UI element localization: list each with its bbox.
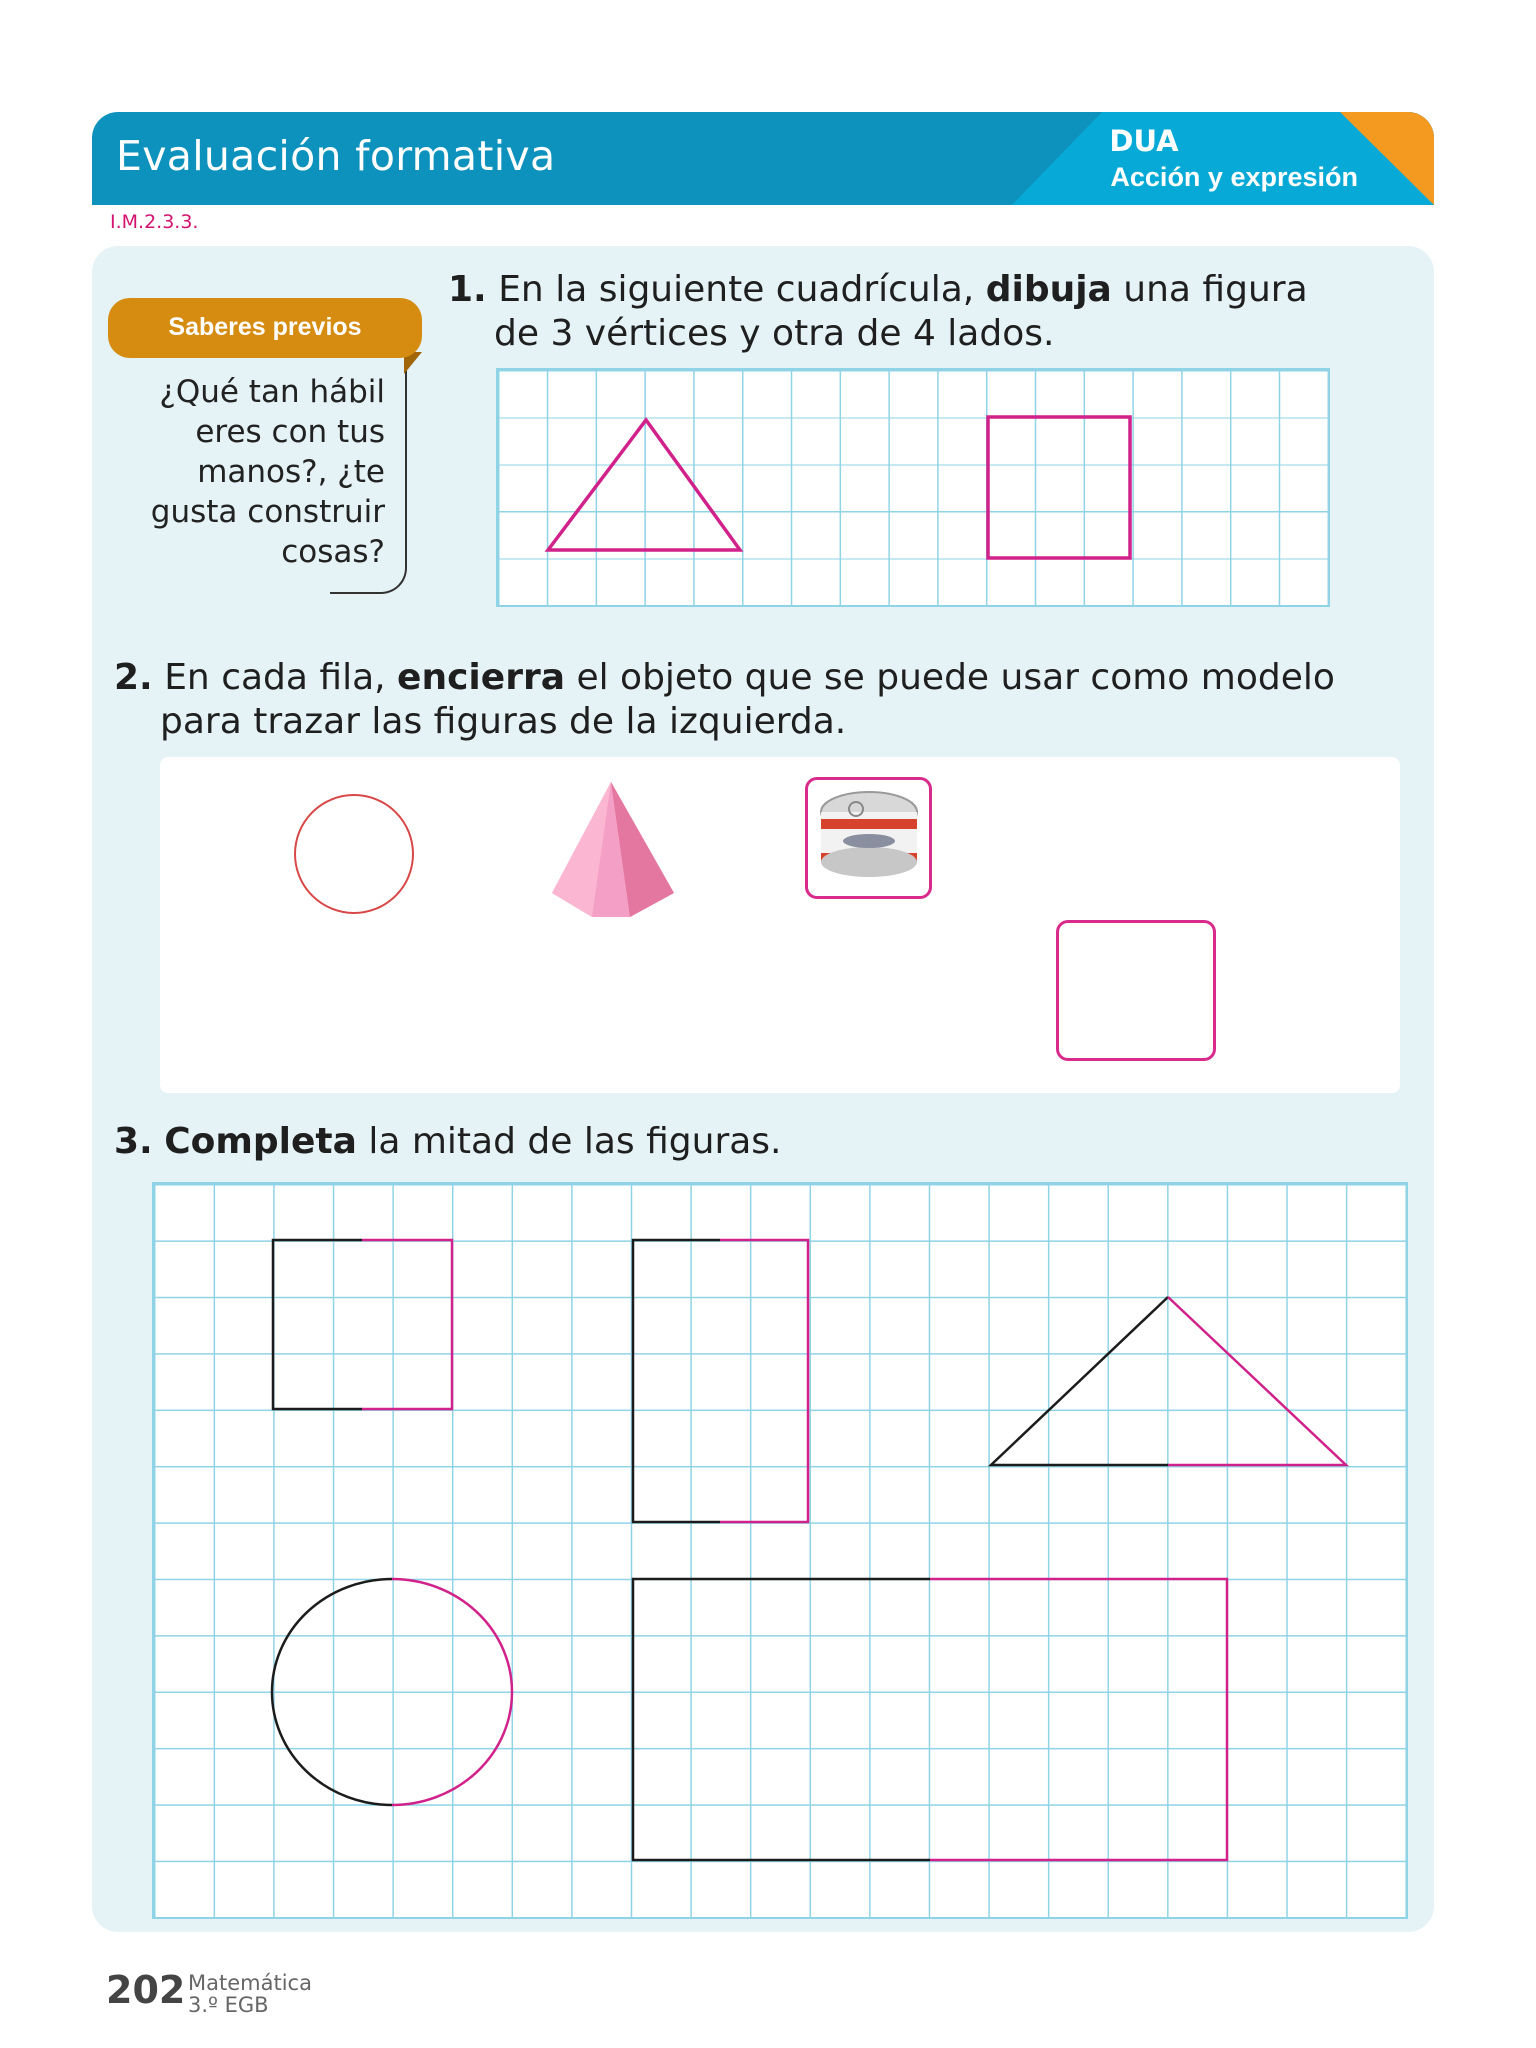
circle-given-half: [272, 1579, 392, 1805]
question-2: [114, 656, 1354, 744]
question-2-pre: En cada fila,: [164, 657, 386, 698]
dua-label: DUA: [1109, 124, 1179, 158]
page-number: 202: [106, 1968, 186, 2012]
question-2-post: el objeto que se puede usar como modelo para trazar las figuras de la izquierda.: [160, 657, 1335, 742]
indicator-code: I.M.2.3.3.: [110, 211, 199, 233]
question-2-number: 2.: [114, 657, 153, 698]
wide-rectangle-given-half: [633, 1579, 930, 1860]
question-3-verb: Completa: [164, 1121, 357, 1162]
reference-circle: [295, 795, 413, 913]
square-completed-half: [362, 1240, 452, 1409]
objects-box: [160, 757, 1400, 1093]
circle-completed-half: [392, 1579, 512, 1805]
question-1-verb: dibuja: [985, 269, 1112, 310]
question-1-pre: En la siguiente cuadrícula,: [498, 269, 975, 310]
drawn-square: [988, 417, 1130, 558]
selected-tuna-can[interactable]: [805, 777, 932, 899]
grade-level: 3.º EGB: [188, 1993, 269, 2017]
question-3: [114, 1120, 1354, 1164]
subject-name: Matemática: [188, 1971, 312, 1995]
rectangle-completed-half: [720, 1240, 808, 1522]
pyramid-object[interactable]: [552, 782, 674, 917]
rectangle-given-half: [633, 1240, 720, 1522]
grid-question-3[interactable]: [152, 1182, 1408, 1919]
question-3-post: la mitad de las figuras.: [368, 1121, 782, 1162]
square-given-half: [273, 1240, 362, 1409]
saberes-label: Saberes previos: [168, 313, 362, 341]
grid-1-drawing: [498, 370, 1328, 605]
triangle-completed-half: [1168, 1297, 1346, 1465]
subject-label: [188, 1972, 312, 2016]
page-title: Evaluación formativa: [116, 132, 556, 180]
question-1-post: una figura de 3 vértices y otra de 4 lados.: [494, 269, 1308, 354]
header-bar: [92, 112, 1434, 205]
question-1-number: 1.: [448, 269, 487, 310]
question-3-number: 3.: [114, 1121, 153, 1162]
saberes-question: ¿Qué tan hábil eres con tus manos?, ¿te gusta construir cosas?: [150, 374, 385, 570]
dua-subtitle: Acción y expresión: [1110, 162, 1358, 192]
selected-warning-triangle[interactable]: [1056, 920, 1216, 1061]
triangle-given-half: [991, 1297, 1168, 1465]
grid-3-drawing: [154, 1184, 1406, 1917]
drawn-triangle: [548, 420, 740, 550]
wide-rectangle-completed-half: [930, 1579, 1227, 1860]
question-2-verb: encierra: [397, 657, 565, 698]
question-1: [448, 268, 1348, 356]
grid-question-1[interactable]: [496, 368, 1330, 607]
